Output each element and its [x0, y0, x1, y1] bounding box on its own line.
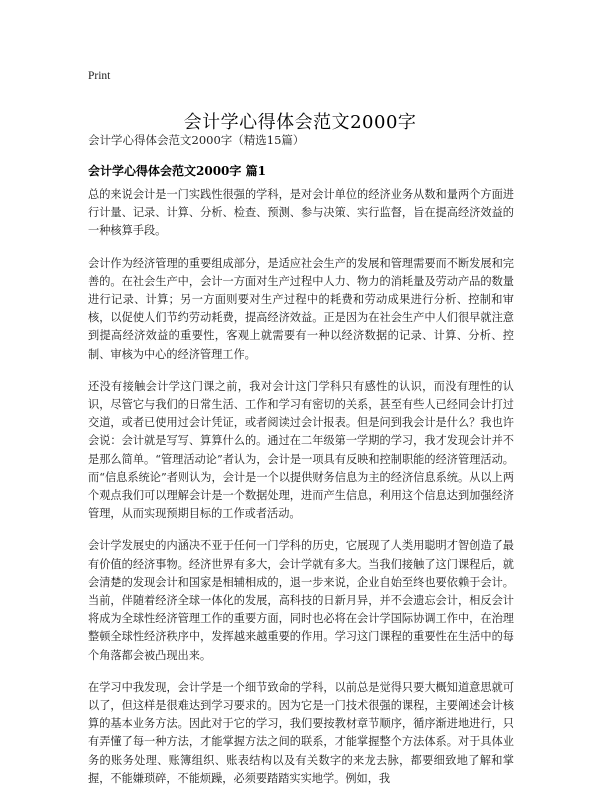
section-heading: 会计学心得体会范文2000字 篇1 [88, 164, 266, 178]
document-title: 会计学心得体会范文2000字 [183, 112, 417, 134]
paragraph: 还没有接触会计学这门课之前，我对会计这门学科只有感性的认识，而没有理性的认识，尽管它与我们的日常生活、工作和学习有密切的关系，甚至有些人已经同会计打过交道，或者已使用过会计凭证，或者阅读过会计报表。但是问到我会计是什么？我也许会说：会计就是写写、算算什么的。通过在二年级第一学期的学习，我才发现会计并不是那么简单。“管理活动论”者认为，会计是一项具有反映和控制职能的经济管理活动。而“信息系统论”者则认为，会计是一个以提供财务信息为主的经济信息系统。从以上两个观点我们可以理解会计是一个数据处理，进而产生信息，利用这个信息达到加强经济管理，从而实现预期目标的工作或者活动。 [88, 379, 514, 521]
paragraph: 会计作为经济管理的重要组成部分，是适应社会生产的发展和管理需要而不断发展和完善的。在社会生产中，会计一方面对生产过程中人力、物力的消耗量及劳动产品的数量进行记录、计算；另一方面则要对生产过程中的耗费和劳动成果进行分析、控制和审核，以促使人们节约劳动耗费，提高经济效益。正是因为在社会生产中人们很早就注意到提高经济效益的重要性，客观上就需要有一种以经济数据的记录、计算、分析、控制、审核为中心的经济管理工作。 [88, 256, 514, 361]
document-body [88, 186, 514, 802]
paragraph: 在学习中我发现，会计学是一个细节致命的学科，以前总是觉得只要大概知道意思就可以了，但这样是很难达到学习要求的。因为它是一门技术很强的课程，主要阐述会计核算的基本业务方法。因此对于它的学习，我们要按教材章节顺序，循序渐进地进行，只有弄懂了每一种方法，才能掌握方法之间的联系，才能掌握整个方法体系。对于具体业务的账务处理、账簿组织、账表结构以及有关数字的来龙去脉，都要细致地了解和掌握，不能嫌琐碎，不能烦躁，必须要踏踏实实地学。例如，我 [88, 680, 514, 785]
document-subtitle: 会计学心得体会范文2000字（精选15篇） [88, 133, 305, 147]
print-label: Print [88, 70, 111, 82]
paragraph: 总的来说会计是一门实践性很强的学科，是对会计单位的经济业务从数和量两个方面进行计量、记录、计算、分析、检查、预测、参与决策、实行监督，旨在提高经济效益的一种核算手段。 [88, 188, 514, 238]
paragraph: 会计学发展史的内涵决不亚于任何一门学科的历史，它展现了人类用聪明才智创造了最有价值的经济事物。经济世界有多大，会计学就有多大。当我们接触了这门课程后，就会清楚的发现会计和国家是相辅相成的，退一步来说，企业自始至终也要依赖于会计。当前，伴随着经济全球一体化的发展，高科技的日新月异，并不会遗忘会计，相反会计将成为全球性经济管理工作的重要方面，同时也必将在会计学国际协调工作中，在治理整顿全球性经济秩序中，发挥越来越重要的作用。学习这门课程的重要性在生活中的每个角落都会被凸现出来。 [88, 539, 514, 662]
